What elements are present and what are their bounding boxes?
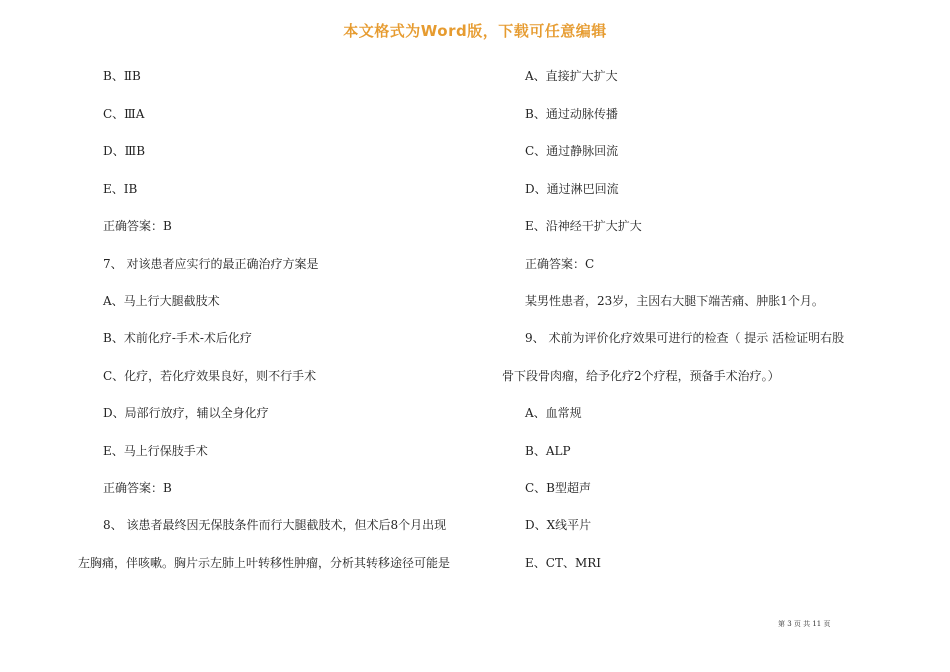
question-9-line-2: 骨下段骨肉瘤，给予化疗2个疗程，预备手术治疗。）	[502, 369, 780, 383]
q8-answer: 正确答案：C	[525, 257, 595, 271]
q7-answer: 正确答案：B	[103, 481, 172, 495]
q7-option-b: B、术前化疗-手术-术后化疗	[103, 331, 252, 345]
case-description: 某男性患者，23岁，主因右大腿下端苦痛、肿胀1个月。	[525, 294, 824, 308]
option-c: C、ⅢA	[103, 107, 145, 121]
option-d: D、ⅢB	[103, 144, 146, 158]
question-7: 7、 对该患者应实行的最正确治疗方案是	[103, 257, 319, 271]
q8-option-a: A、直接扩大扩大	[525, 69, 618, 83]
q9-option-e: E、CT、MRI	[525, 556, 602, 570]
option-e: E、ⅠB	[103, 182, 138, 196]
watermark-banner: 本文格式为Word版，下载可任意编辑	[343, 22, 607, 40]
q9-option-a: A、血常规	[525, 406, 582, 420]
page-number: 第 3 页 共 11 页	[778, 620, 831, 628]
answer-line: 正确答案：B	[103, 219, 172, 233]
q8-option-b: B、通过动脉传播	[525, 107, 618, 121]
q7-option-c: C、化疗，若化疗效果良好，则不行手术	[103, 369, 317, 383]
q8-option-c: C、通过静脉回流	[525, 144, 619, 158]
question-8-line-2: 左胸痛，伴咳嗽。胸片示左肺上叶转移性肿瘤，分析其转移途径可能是	[78, 556, 451, 570]
q7-option-e: E、马上行保肢手术	[103, 444, 208, 458]
q8-option-d: D、通过淋巴回流	[525, 182, 619, 196]
question-8-line-1: 8、 该患者最终因无保肢条件而行大腿截肢术，但术后8个月出现	[103, 518, 447, 532]
q9-option-d: D、X线平片	[525, 518, 592, 532]
q8-option-e: E、沿神经干扩大扩大	[525, 219, 642, 233]
q9-option-b: B、ALP	[525, 444, 571, 458]
q9-option-c: C、B型超声	[525, 481, 592, 495]
question-9-line-1: 9、 术前为评价化疗效果可进行的检查（ 提示 活检证明右股	[525, 331, 845, 345]
q7-option-d: D、局部行放疗，辅以全身化疗	[103, 406, 269, 420]
option-b: B、ⅡB	[103, 69, 141, 83]
q7-option-a: A、马上行大腿截肢术	[103, 294, 220, 308]
